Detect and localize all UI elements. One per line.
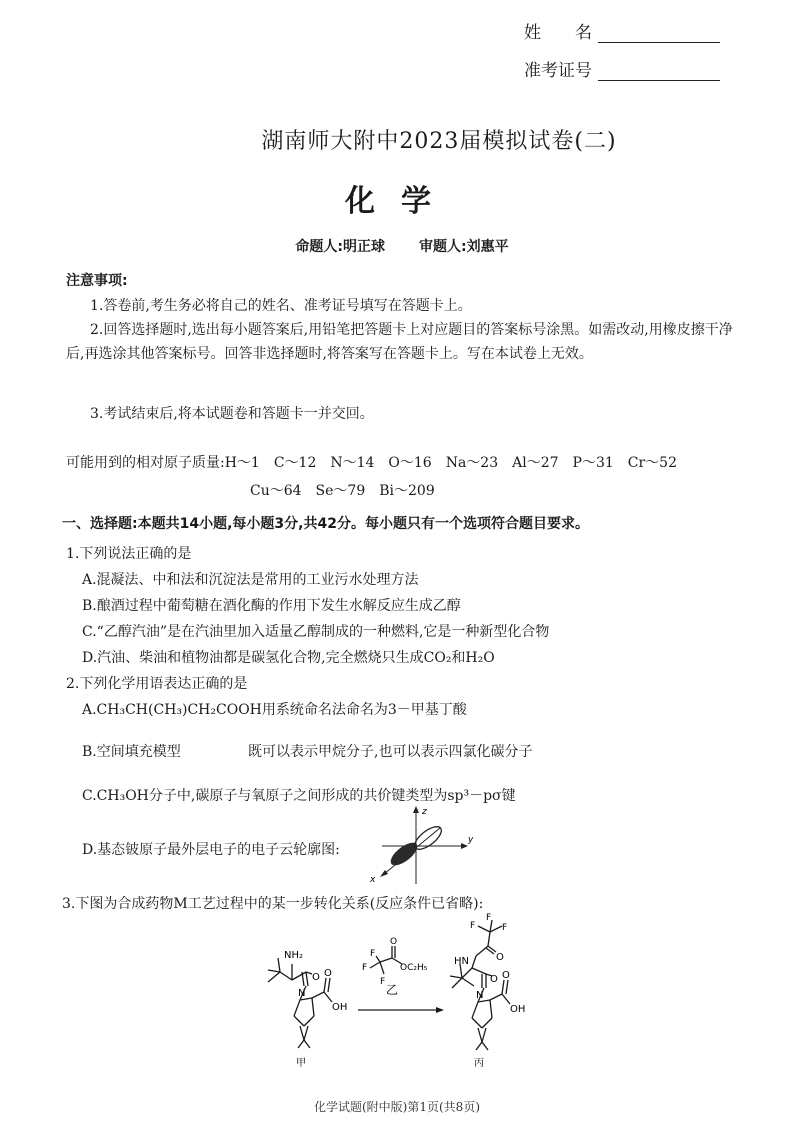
- q1-option-a: A.混凝法、中和法和沉淀法是常用的工业污水处理方法: [82, 572, 419, 588]
- id-field-row: [524, 56, 720, 81]
- z-axis-label: z: [422, 807, 427, 817]
- page-footer: 化学试题(附中版)第1页(共8页): [314, 1100, 480, 1114]
- compound-c-structure: [450, 920, 510, 1050]
- atomic-masses-line1: 可能用到的相对原子质量:H～1 C～12 N～14 O～16 Na～23 Al～27 P～31 Cr～52: [66, 455, 677, 471]
- notice-heading: 注意事项:: [66, 273, 128, 289]
- q2-stem: 2.下列化学用语表达正确的是: [66, 676, 248, 692]
- atomic-masses-line2: Cu～64 Se～79 Bi～209: [250, 483, 435, 499]
- reaction-arrow-head: [436, 1007, 444, 1013]
- compound-c-f-2: F: [470, 921, 476, 931]
- compound-a-label: 甲: [296, 1058, 306, 1069]
- reagent-o: O: [390, 937, 398, 947]
- q2-option-b-text: 既可以表示甲烷分子,也可以表示四氯化碳分子: [248, 744, 533, 760]
- reagent-f-3: F: [380, 977, 386, 987]
- author: 命题人:明正球: [295, 239, 385, 255]
- name-underline[interactable]: [598, 24, 720, 43]
- q3-stem: 3.下图为合成药物M工艺过程中的某一步转化关系(反应条件已省略):: [62, 896, 484, 912]
- compound-c-ketone-o: O: [490, 974, 498, 985]
- electron-cloud-figure: [368, 800, 476, 892]
- compound-c-hn: HN: [454, 956, 469, 967]
- notice-item-2: 2.回答选择题时,选出每小题答案后,用铅笔把答题卡上对应题目的答案标号涂黑。如需改动,用橡皮擦干净后,再选涂其他答案标号。回答非选择题时,将答案写在答题卡上。写在本试卷上无效。: [66, 322, 733, 362]
- q2-option-d: D.基态铍原子最外层电子的电子云轮廓图:: [82, 842, 340, 858]
- y-axis-label: y: [468, 835, 474, 845]
- q1-option-b: B.酿酒过程中葡萄糖在酒化酶的作用下发生水解反应生成乙醇: [82, 598, 461, 614]
- section-heading: 一、选择题:本题共14小题,每小题3分,共42分。每小题只有一个选项符合题目要求。: [62, 516, 589, 532]
- compound-c-f-1: F: [486, 913, 492, 923]
- compound-c-oh: OH: [510, 1004, 526, 1015]
- reagent-label: 乙: [386, 983, 399, 997]
- x-axis-label: x: [370, 875, 376, 885]
- compound-a-n: N: [298, 988, 306, 999]
- compound-a-structure: [268, 958, 332, 1048]
- reagent-oc2h5: OC₂H₅: [400, 963, 428, 973]
- q1-option-c: C.“乙醇汽油”是在汽油里加入适量乙醇制成的一种燃料,它是一种新型化合物: [82, 624, 550, 640]
- q2-option-c: C.CH₃OH分子中,碳原子与氧原子之间形成的共价键类型为sp³－pσ键: [82, 788, 516, 804]
- compound-c-acid-o: O: [502, 970, 510, 981]
- subject-title: 化学: [345, 184, 457, 219]
- compound-a-oh: OH: [332, 1002, 348, 1013]
- compound-a-nh2: NH₂: [284, 950, 304, 961]
- q1-option-d: D.汽油、柴油和植物油都是碳氢化合物,完全燃烧只生成CO₂和H₂O: [82, 650, 495, 666]
- q1-stem: 1.下列说法正确的是: [66, 546, 192, 562]
- notice-item-1: 1.答卷前,考生务必将自己的姓名、准考证号填写在答题卡上。: [90, 298, 472, 314]
- reaction-scheme: [240, 912, 560, 1072]
- compound-c-label: 丙: [474, 1058, 484, 1069]
- compound-c-f-3: F: [502, 923, 508, 933]
- compound-c-n: N: [476, 990, 484, 1001]
- reviewer: 审题人:刘惠平: [419, 239, 509, 255]
- reagent-f-2: F: [370, 949, 376, 959]
- author-line: [0, 236, 794, 256]
- compound-c-amide-o: O: [496, 952, 504, 963]
- compound-a-acid-o: O: [324, 968, 332, 979]
- id-label: 准考证号: [524, 61, 592, 81]
- reagent-f-1: F: [362, 963, 368, 973]
- id-underline[interactable]: [598, 62, 720, 81]
- q2-option-b-label: B.空间填充模型: [82, 744, 181, 760]
- exam-title: 湖南师大附中2023届模拟试卷(二): [261, 129, 617, 154]
- q2-option-a: A.CH₃CH(CH₃)CH₂COOH用系统命名法命名为3－甲基丁酸: [82, 702, 467, 718]
- notice-item-3: 3.考试结束后,将本试题卷和答题卡一并交回。: [90, 406, 374, 422]
- name-field-row: [524, 18, 720, 43]
- name-label: 姓 名: [524, 23, 592, 43]
- compound-a-ketone-o: O: [312, 972, 320, 983]
